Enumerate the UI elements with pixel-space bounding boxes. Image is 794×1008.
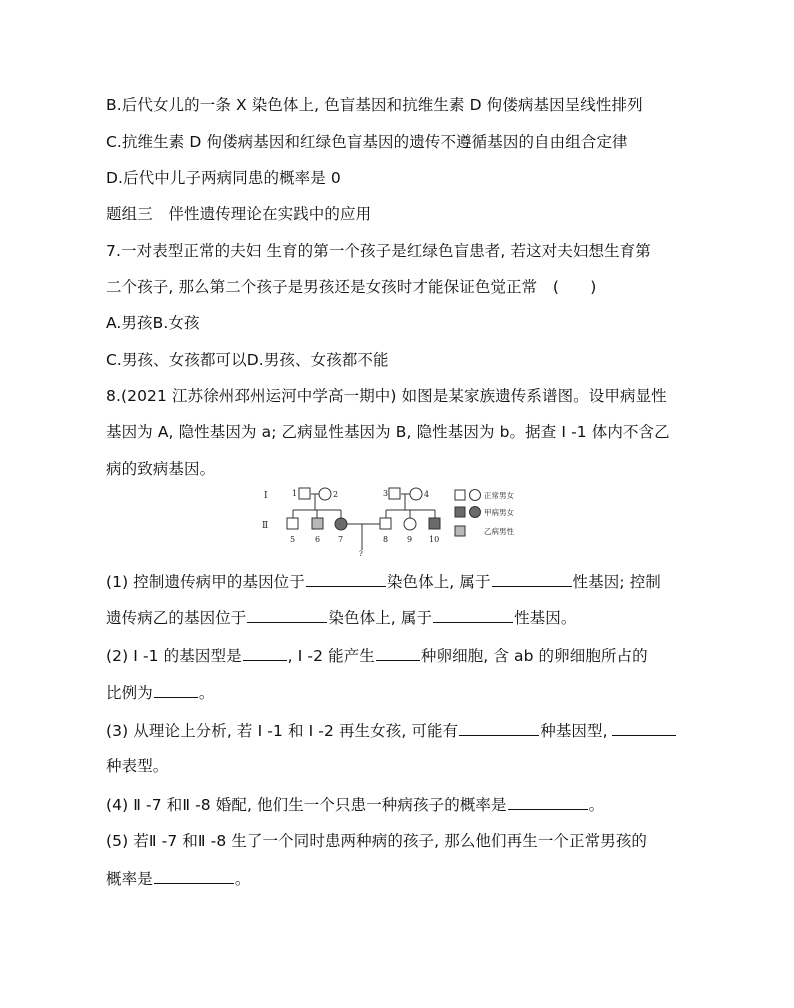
answer-blank-1-1[interactable] — [306, 570, 386, 587]
generation-label-1: Ⅰ — [264, 491, 268, 501]
sub1-text-e: 染色体上, 属于 — [328, 609, 433, 627]
sub2-text-c: 种卵细胞, 含 ab 的卵细胞所占的 — [420, 647, 648, 665]
answer-blank-1-3[interactable] — [247, 606, 327, 623]
sub3-text-a: (3) 从理论上分析, 若 Ⅰ -1 和 Ⅰ -2 再生女孩, 可能有 — [106, 722, 459, 740]
individual-2-normal-female — [319, 488, 331, 500]
sub3-text-b: 种基因型, — [540, 722, 608, 740]
q8-line1: 8.(2021 江苏徐州邳州运河中学高一期中) 如图是某家族遗传系谱图。设甲病显性 — [106, 387, 667, 405]
legend-normal-label: 正常男女 — [484, 491, 514, 500]
id-label-3: 3 — [383, 489, 389, 498]
sub5-line2 — [106, 867, 250, 889]
answer-blank-5-1[interactable] — [154, 867, 234, 884]
unknown-child-label: ? — [359, 550, 363, 558]
legend-jia-female-icon — [470, 507, 481, 518]
sub1-text-d: 遗传病乙的基因位于 — [106, 609, 247, 627]
sub4-text-a: (4) Ⅱ -7 和Ⅱ -8 婚配, 他们生一个只患一种病孩子的概率是 — [106, 796, 507, 814]
id-label-6: 6 — [315, 535, 321, 544]
id-label-8: 8 — [383, 535, 389, 544]
id-label-5: 5 — [290, 535, 296, 544]
sub1-text-b: 染色体上, 属于 — [386, 573, 491, 591]
sub3-line1 — [106, 719, 677, 741]
sub4-line1 — [106, 793, 604, 815]
sub5-text-c: 。 — [234, 870, 251, 888]
q8-line2: 基因为 A, 隐性基因为 a; 乙病显性基因为 B, 隐性基因为 b。据查 Ⅰ -1 体内不含乙 — [106, 423, 670, 441]
sub1-text-f: 性基因。 — [514, 609, 577, 627]
answer-blank-3-1[interactable] — [459, 719, 539, 736]
answer-blank-1-2[interactable] — [492, 570, 572, 587]
id-label-4: 4 — [424, 490, 430, 499]
option-c: C.抗维生素 D 佝偻病基因和红绿色盲基因的遗传不遵循基因的自由组合定律 — [106, 133, 628, 151]
generation-label-2: Ⅱ — [262, 521, 269, 531]
individual-9-normal-female — [404, 518, 416, 530]
answer-blank-2-3[interactable] — [154, 681, 198, 698]
individual-10-jia-male — [429, 518, 440, 529]
sub4-text-b: 。 — [588, 796, 605, 814]
id-label-2: 2 — [333, 490, 339, 499]
sub1-text-c: 性基因; 控制 — [572, 573, 661, 591]
sub5-text-b: 概率是 — [106, 870, 153, 888]
legend-normal-male-icon — [455, 490, 465, 500]
id-label-9: 9 — [407, 535, 413, 544]
sub2-text-b: , Ⅰ -2 能产生 — [287, 647, 375, 665]
answer-blank-1-4[interactable] — [433, 606, 513, 623]
id-label-1: 1 — [292, 489, 298, 498]
answer-blank-3-2[interactable] — [612, 719, 676, 736]
q7-options-ab: A.男孩B.女孩 — [106, 314, 200, 332]
answer-blank-4-1[interactable] — [508, 793, 588, 810]
sub2-text-a: (2) Ⅰ -1 的基因型是 — [106, 647, 242, 665]
individual-4-normal-female — [410, 488, 422, 500]
sub2-line2 — [106, 681, 214, 703]
legend-jia-male-icon — [455, 507, 465, 517]
legend-jia-label: 甲病男女 — [484, 508, 514, 517]
individual-5-normal-male — [287, 518, 298, 529]
section-heading-group3: 题组三 伴性遗传理论在实践中的应用 — [106, 205, 372, 223]
legend-yi-label: 乙病男性 — [484, 527, 514, 536]
option-b: B.后代女儿的一条 X 染色体上, 色盲基因和抗维生素 D 佝偻病基因呈线性排列 — [106, 96, 643, 114]
sub5-line1: (5) 若Ⅱ -7 和Ⅱ -8 生了一个同时患两种病的孩子, 那么他们再生一个正常男孩的 — [106, 832, 648, 850]
option-d: D.后代中儿子两病同患的概率是 0 — [106, 169, 341, 187]
sub1-text-a: (1) 控制遗传病甲的基因位于 — [106, 573, 305, 591]
sub2-line1 — [106, 644, 648, 666]
id-label-7: 7 — [338, 535, 344, 544]
legend-normal-female-icon — [470, 490, 481, 501]
sub1-line1 — [106, 570, 661, 592]
id-label-10: 10 — [429, 535, 440, 544]
sub1-line2 — [106, 606, 576, 628]
q7-line1: 7.一对表型正常的夫妇 生育的第一个孩子是红绿色盲患者, 若这对夫妇想生育第 — [106, 242, 651, 260]
sub2-text-d: 比例为 — [106, 684, 153, 702]
individual-1-normal-male — [299, 488, 310, 499]
answer-blank-2-1[interactable] — [243, 644, 287, 661]
answer-blank-2-2[interactable] — [376, 644, 420, 661]
q7-options-cd: C.男孩、女孩都可以D.男孩、女孩都不能 — [106, 351, 389, 369]
individual-7-jia-female — [335, 518, 347, 530]
individual-3-normal-male — [389, 488, 400, 499]
q7-line2: 二个孩子, 那么第二个孩子是男孩还是女孩时才能保证色觉正常 ( ) — [106, 278, 597, 296]
individual-8-normal-male — [380, 518, 391, 529]
sub3-line2: 种表型。 — [106, 757, 169, 775]
legend-yi-male-icon — [455, 526, 465, 536]
individual-6-yi-male — [312, 518, 323, 529]
pedigree-chart — [258, 486, 538, 558]
q8-line3: 病的致病基因。 — [106, 460, 216, 478]
sub2-text-e: 。 — [198, 684, 215, 702]
